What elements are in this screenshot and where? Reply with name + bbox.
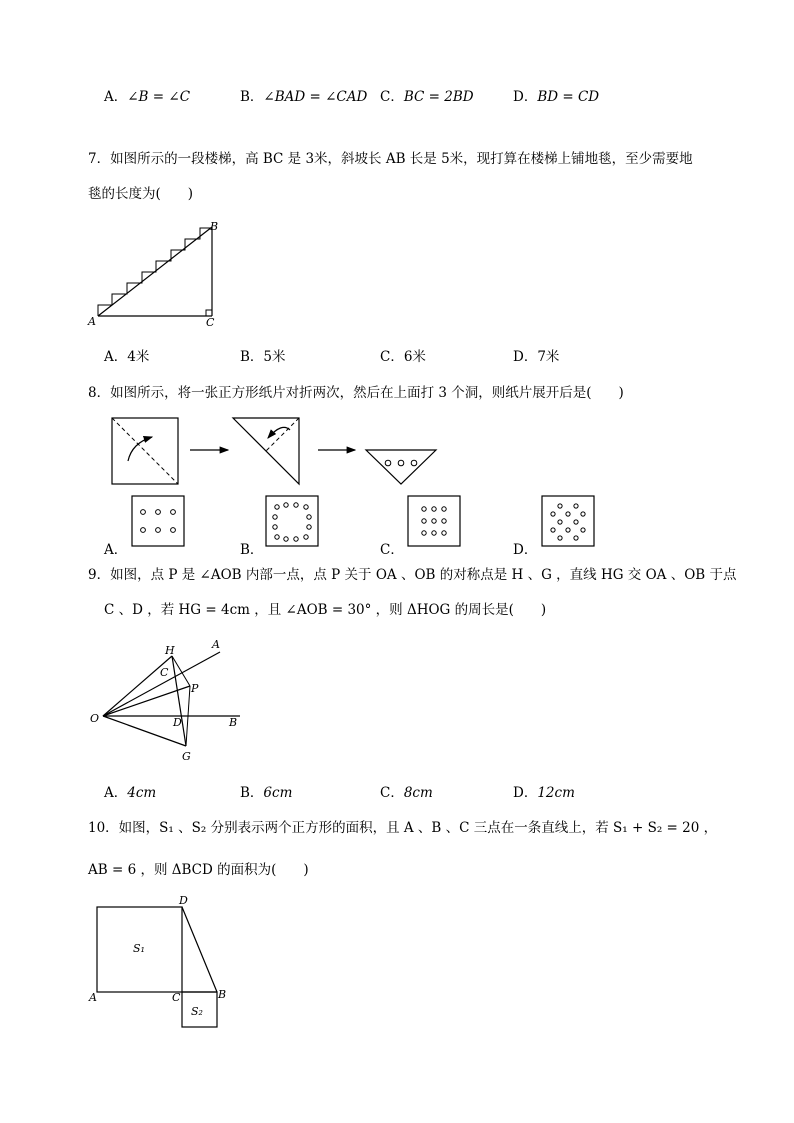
option-letter: D． — [513, 349, 538, 365]
option-text: 4米 — [127, 349, 150, 365]
option-letter: C． — [380, 785, 404, 801]
label-b: B — [218, 988, 227, 1001]
option-letter: A． — [104, 349, 128, 365]
option-text: 5米 — [263, 349, 286, 365]
q8-option-a: A． — [104, 542, 128, 558]
option-letter: D． — [513, 785, 538, 801]
option-text: 6cm — [263, 785, 293, 801]
label-c: C — [206, 316, 215, 329]
label-a: A — [212, 638, 220, 651]
option-letter: B． — [240, 89, 264, 105]
option-text: 8cm — [403, 785, 433, 801]
option-letter: D． — [513, 89, 538, 105]
q10-stem-line1: 10．如图，S₁ 、S₂ 分别表示两个正方形的面积，且 A 、B 、C 三点在一条直线上，若 S₁ + S₂ = 20 ， — [88, 820, 718, 836]
label-p: P — [191, 682, 199, 695]
label-g: G — [182, 750, 191, 763]
label-c: C — [160, 666, 169, 679]
label-b: B — [229, 716, 238, 729]
option-text: ∠BAD = ∠CAD — [263, 89, 368, 105]
option-text: BD = CD — [537, 89, 600, 105]
label-b: B — [210, 220, 219, 233]
option-text: ∠B = ∠C — [127, 89, 191, 105]
option-letter: B． — [240, 785, 264, 801]
q8-stem-line1: 8．如图所示，将一张正方形纸片对折两次，然后在上面打 3 个洞，则纸片展开后是( ) — [88, 385, 624, 401]
label-h: H — [165, 644, 175, 657]
q7-stem-line1: 7．如图所示的一段楼梯，高 BC 是 3米，斜坡长 AB 长是 5米，现打算在楼梯上铺地毯，至少需要地 — [88, 151, 693, 167]
q9-stem-line1: 9．如图，点 P 是 ∠AOB 内部一点，点 P 关于 OA 、OB 的对称点是 H 、G ，直线 HG 交 OA 、OB 于点 — [88, 567, 737, 583]
option-text: 7米 — [537, 349, 560, 365]
option-text: BC = 2BD — [403, 89, 474, 105]
option-letter: C． — [380, 89, 404, 105]
label-c: C — [172, 991, 181, 1004]
option-text: 6米 — [403, 349, 426, 365]
q10-stem-line2: AB = 6 ，则 ΔBCD 的面积为( ) — [88, 862, 309, 878]
option-letter: A． — [104, 785, 128, 801]
option-letter: B． — [240, 349, 264, 365]
option-letter: C． — [380, 349, 404, 365]
label-s1: S₁ — [133, 942, 145, 955]
q8-option-c: C． — [380, 542, 404, 558]
q8-option-d: D． — [513, 542, 538, 558]
option-text: 4cm — [127, 785, 157, 801]
label-s2: S₂ — [191, 1005, 203, 1018]
label-a: A — [89, 991, 97, 1004]
option-text: 12cm — [537, 785, 575, 801]
label-a: A — [88, 315, 96, 328]
label-d: D — [173, 716, 182, 729]
q9-stem-line2: C 、D ，若 HG = 4cm ，且 ∠AOB = 30° ，则 ΔHOG 的周长是( ) — [104, 602, 547, 618]
q7-stem-line2: 毯的长度为( ) — [88, 186, 194, 202]
label-d: D — [179, 894, 188, 907]
q8-option-b: B． — [240, 542, 264, 558]
option-letter: A． — [104, 89, 128, 105]
label-o: O — [90, 712, 100, 725]
